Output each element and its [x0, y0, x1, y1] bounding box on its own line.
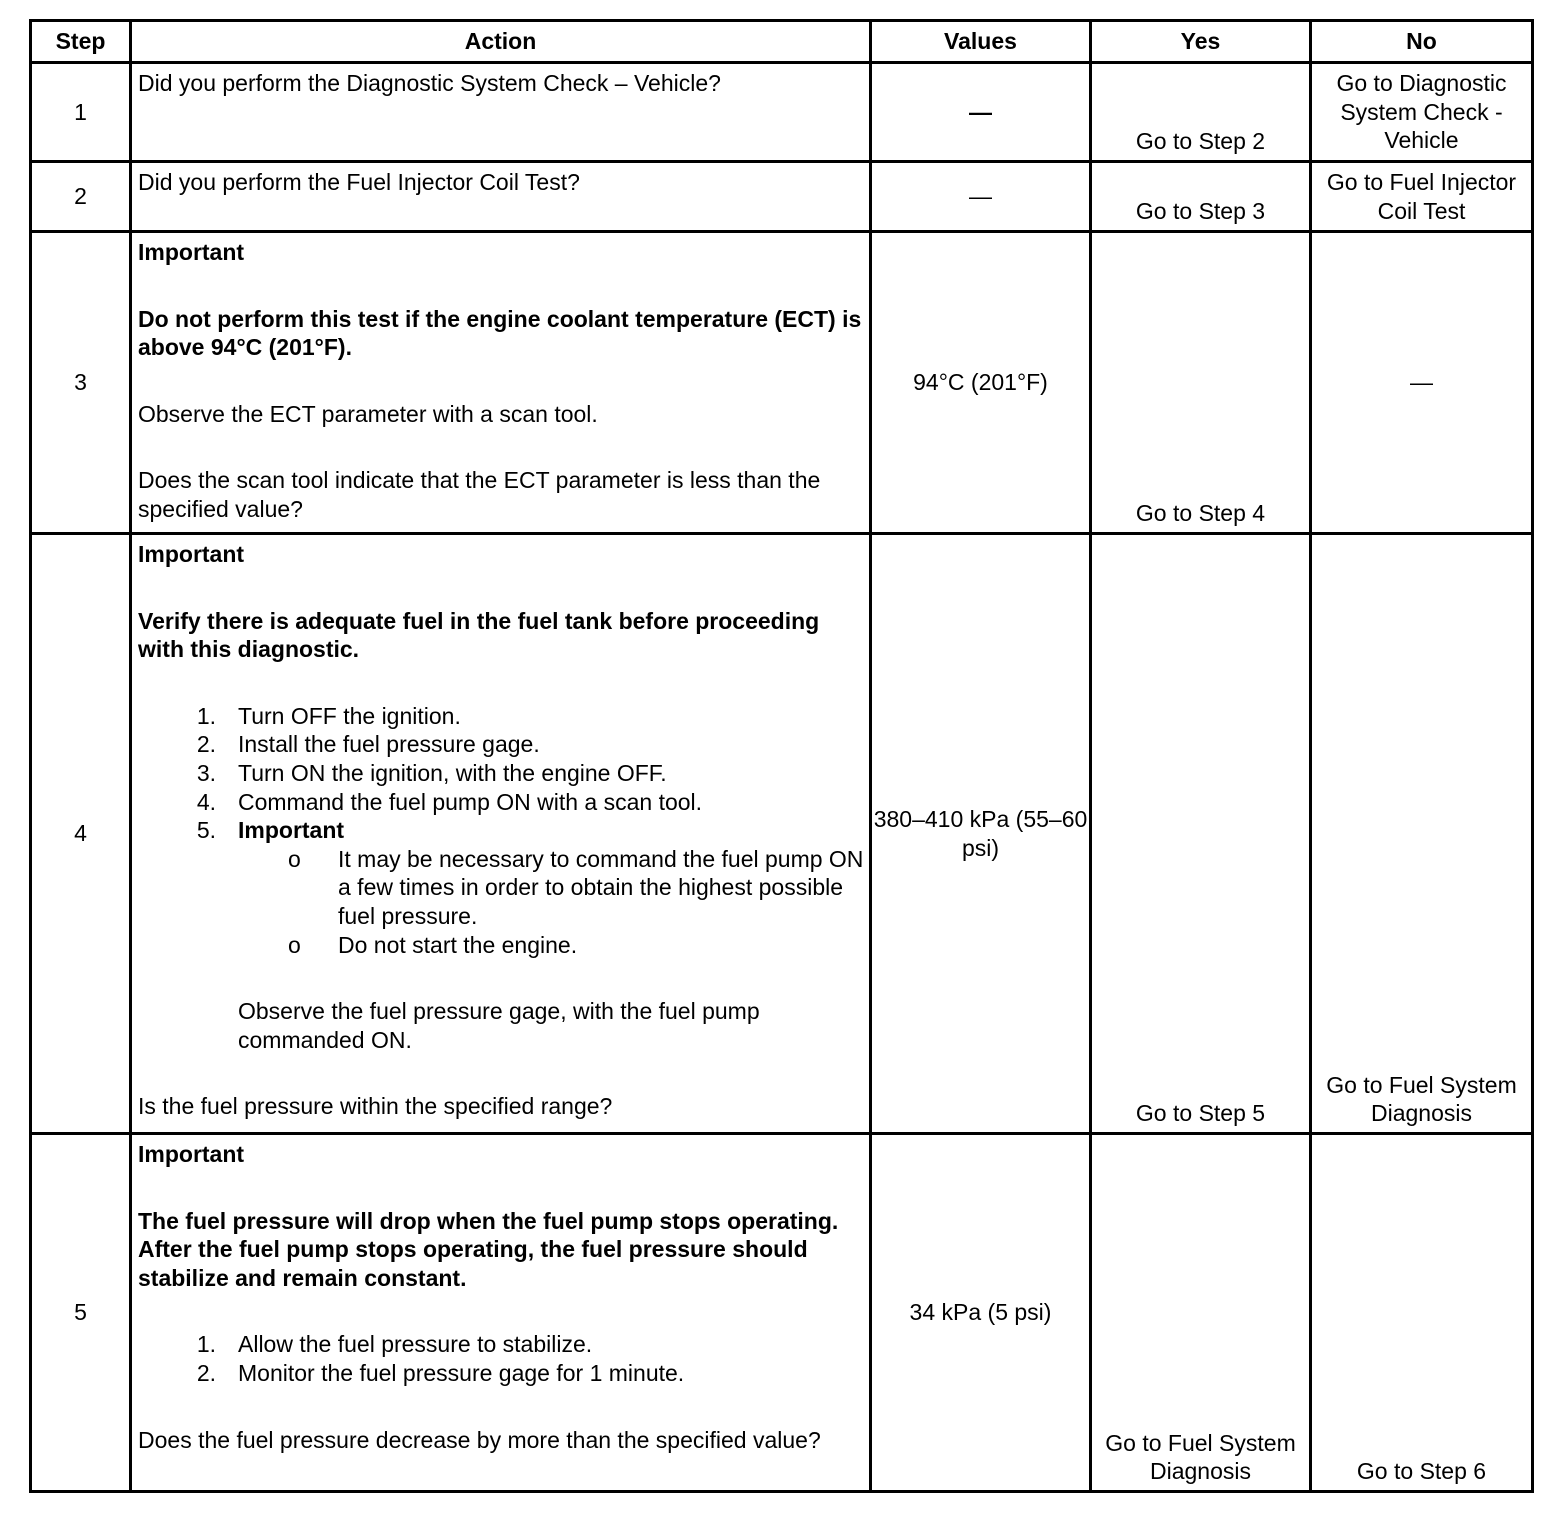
header-row	[31, 21, 1533, 63]
action-cell	[131, 232, 871, 534]
bullet-icon: o	[288, 931, 301, 958]
value-text: —	[969, 98, 992, 125]
action-text: Did you perform the Fuel Injector Coil Test?	[131, 162, 871, 232]
table-row-step-2	[31, 162, 1533, 232]
step-number: 5	[31, 1134, 131, 1492]
value-text: 380–410 kPa (55–60 psi)	[871, 534, 1091, 1134]
no-cell: —	[1311, 232, 1533, 534]
list-item: 2. Install the fuel pressure gage.	[196, 731, 540, 758]
important-text: The fuel pressure will drop when the fuel pump stops operating. After the fuel pump stops operating, the fuel pressure should stabilize and remain constant.	[138, 1207, 839, 1291]
action-text: Did you perform the Diagnostic System Check – Vehicle?	[131, 63, 871, 162]
no-cell: Go to Fuel Injector Coil Test	[1311, 162, 1533, 232]
yes-cell: Go to Step 5	[1091, 534, 1311, 1134]
header-action: Action	[131, 21, 871, 63]
no-cell: Go to Diagnostic System Check - Vehicle	[1311, 63, 1533, 162]
table-row-step-1	[31, 63, 1533, 162]
step-number: 2	[31, 162, 131, 232]
value-text: 94°C (201°F)	[871, 232, 1091, 534]
step-number: 3	[31, 232, 131, 534]
table-row-step-4	[31, 534, 1533, 1134]
list-item: 2. Monitor the fuel pressure gage for 1 minute.	[196, 1359, 685, 1386]
value-cell	[871, 63, 1091, 162]
question-text: Is the fuel pressure within the specified range?	[138, 1093, 613, 1120]
important-text: Do not perform this test if the engine coolant temperature (ECT) is above 94°C (201°F).	[138, 305, 862, 361]
step-number: 1	[31, 63, 131, 162]
yes-cell: Go to Step 4	[1091, 232, 1311, 534]
bullet-icon: o	[288, 845, 301, 872]
question-text: Does the scan tool indicate that the ECT parameter is less than the specified value?	[138, 467, 821, 522]
header-values: Values	[871, 21, 1091, 63]
question-text: Does the fuel pressure decrease by more than the specified value?	[138, 1426, 821, 1453]
no-cell: Go to Fuel System Diagnosis	[1311, 534, 1533, 1134]
action-cell	[131, 1134, 871, 1492]
list-item: 4. Command the fuel pump ON with a scan tool.	[196, 788, 703, 815]
observe-text: Observe the fuel pressure gage, with the fuel pump commanded ON.	[238, 998, 760, 1053]
header-no: No	[1311, 21, 1533, 63]
list-item: o It may be necessary to command the fuel pump ON a few times in order to obtain the highest possible fuel pressure.	[288, 845, 864, 929]
header-step: Step	[31, 21, 131, 63]
procedure-list	[138, 1330, 865, 1387]
yes-cell: Go to Fuel System Diagnosis	[1091, 1134, 1311, 1492]
yes-cell: Go to Step 2	[1091, 63, 1311, 162]
table-row-step-3	[31, 232, 1533, 534]
no-cell: Go to Step 6	[1311, 1134, 1533, 1492]
important-label: Important	[138, 1141, 245, 1167]
header-yes: Yes	[1091, 21, 1311, 63]
diagnostic-table	[29, 19, 1534, 1493]
step-number: 4	[31, 534, 131, 1134]
action-cell	[131, 534, 871, 1134]
table-row-step-5	[31, 1134, 1533, 1492]
list-item: 5. Important	[196, 817, 345, 844]
instruction-text: Observe the ECT parameter with a scan tool.	[138, 400, 598, 427]
list-item: 3. Turn ON the ignition, with the engine OFF.	[196, 759, 667, 786]
list-item: o Do not start the engine.	[288, 931, 578, 958]
value-text: 34 kPa (5 psi)	[871, 1134, 1091, 1492]
list-item: 1. Turn OFF the ignition.	[196, 702, 461, 729]
important-label: Important	[138, 541, 245, 567]
value-cell	[871, 162, 1091, 232]
important-bullet-list	[138, 845, 865, 959]
procedure-list	[138, 702, 865, 845]
value-text: —	[969, 183, 992, 210]
important-label: Important	[138, 239, 245, 265]
list-item: 1. Allow the fuel pressure to stabilize.	[196, 1331, 593, 1358]
yes-cell: Go to Step 3	[1091, 162, 1311, 232]
important-text: Verify there is adequate fuel in the fuel tank before proceeding with this diagnostic.	[138, 607, 820, 663]
